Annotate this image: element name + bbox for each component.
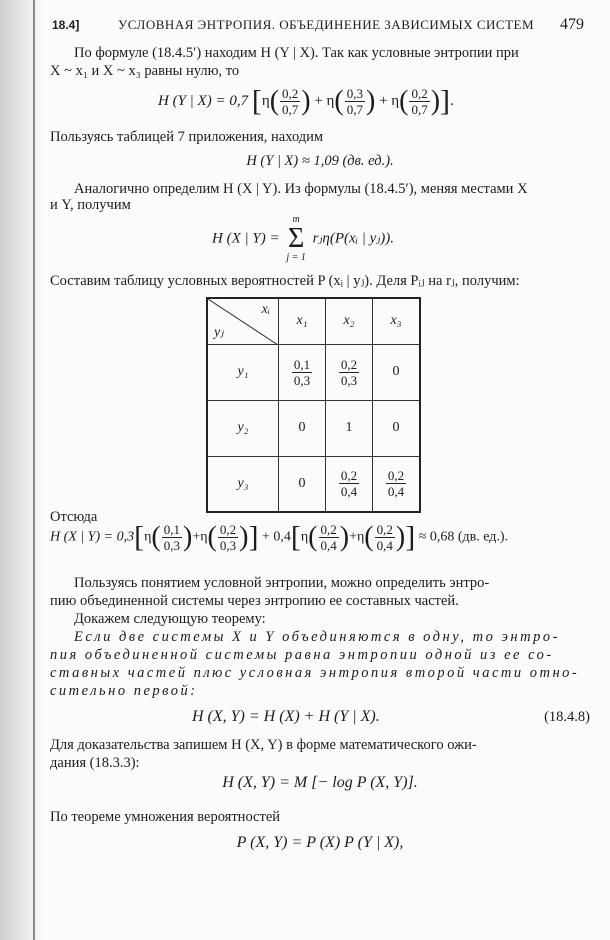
column-header: x₂: [326, 298, 373, 344]
theorem-line3: ставных частей плюс условная энтропия второй части отно-: [50, 665, 580, 681]
eq1-frac-2: $\frac{0,3}{0,7}$: [346, 86, 363, 117]
eq1-frac-3: $\frac{0,2}{0,7}$: [411, 86, 428, 117]
row-header: y₂: [207, 400, 279, 456]
equation-5: H (X, Y) = H (X) + H (Y | X).: [192, 708, 380, 725]
column-header: x₃: [373, 298, 421, 344]
para5-line2: пию объединенной системы через энтропию ее составных частей.: [50, 593, 459, 609]
table-row: [207, 456, 420, 512]
table-row: [207, 400, 420, 456]
theorem-line2: пия объединенной системы равна энтропии одной из ее со-: [50, 647, 554, 663]
eq4-lhs: H (X | Y) = 0,3: [50, 529, 135, 545]
equation-1: H (Y | X) = 0,7 [η( $\frac{0,2}{0,7}$ ) + η( $\frac{0,3}{0,7}$ ) + η( $\frac{0,2}{0,7}$ )].: [158, 84, 454, 118]
eq4-mid: + 0,4: [261, 529, 291, 545]
table-cell: $\frac{0,1}{0,3}$: [279, 344, 326, 400]
table-cell: $\frac{0,2}{0,4}$: [373, 456, 421, 512]
table-cell: 0: [279, 400, 326, 456]
para3-line2: и Y, получим: [50, 197, 131, 213]
theorem-line4: сительно первой:: [50, 683, 198, 699]
eq3-lhs: H (X | Y) =: [212, 230, 280, 247]
equation-7: P (X, Y) = P (X) P (Y | X),: [236, 834, 404, 851]
conditional-probability-table: [206, 297, 421, 513]
eq4-rhs: ≈ 0,68 (дв. ед.).: [418, 529, 509, 545]
row-header: y₁: [207, 344, 279, 400]
equation-2: H (Y | X) ≈ 1,09 (дв. ед.).: [246, 153, 394, 169]
para6: Докажем следующую теорему:: [74, 611, 266, 627]
eq1-lhs: H (Y | X) = 0,7: [158, 92, 249, 109]
para1-line1: По формуле (18.4.5′) находим H (Y | X). Так как условные энтропии при: [74, 45, 519, 61]
running-title: УСЛОВНАЯ ЭНТРОПИЯ. ОБЪЕДИНЕНИЕ ЗАВИСИМЫХ СИСТЕМ: [118, 17, 535, 32]
para7-line1: Для доказательства запишем H (X, Y) в форме математического ожи-: [50, 737, 477, 753]
book-page: [50, 0, 590, 940]
eq1-bracket-close: ]: [440, 84, 451, 118]
equation-3: [212, 214, 394, 264]
equation-4: H (X | Y) = 0,3[η( $\frac{0,1}{0,3}$ )+η( $\frac{0,2}{0,3}$ )] + 0,4[η( $\frac{0,2}{0,4}$ )+η( $\frac{0,2}{0,4}$ )] ≈ 0,68 (дв. ед.).: [50, 520, 509, 554]
page-number: 479: [560, 16, 584, 33]
equation-6: H (X, Y) = M [− log P (X, Y)].: [222, 774, 418, 791]
corner-label-x: xᵢ: [261, 302, 270, 317]
para7-line2: дания (18.3.3):: [50, 755, 140, 771]
table-cell: 0: [279, 456, 326, 512]
table-cell: 1: [326, 400, 373, 456]
otsyuda-label: Отсюда: [50, 509, 98, 525]
summation-sign: m Σ j = 1: [286, 214, 306, 263]
table-cell: 0: [373, 344, 421, 400]
table-corner-cell: [207, 298, 279, 344]
equation-5-number: (18.4.8): [544, 709, 590, 725]
table-cell: $\frac{0,2}{0,3}$: [326, 344, 373, 400]
para8: По теореме умножения вероятностей: [50, 809, 281, 825]
para4: Составим таблицу условных вероятностей P (xᵢ | yⱼ). Деля Pᵢⱼ на rⱼ, получим:: [50, 273, 520, 289]
eq1-frac-1: $\frac{0,2}{0,7}$: [282, 86, 299, 117]
table-row: [207, 344, 420, 400]
row-header: y₃: [207, 456, 279, 512]
eq1-bracket-open: [: [251, 84, 262, 118]
column-header: x₁: [279, 298, 326, 344]
para2: Пользуясь таблицей 7 приложения, находим: [50, 129, 324, 145]
book-spine-shadow: [0, 0, 44, 940]
book-binding-edge: [33, 0, 35, 940]
table-cell: $\frac{0,2}{0,4}$: [326, 456, 373, 512]
para3-line1: Аналогично определим H (X | Y). Из формулы (18.4.5′), меняя местами X: [74, 181, 528, 197]
para1-line2: X ~ x₁ и X ~ x₃ равны нулю, то: [50, 63, 240, 79]
eq3-rhs: rⱼη(P(xᵢ | yⱼ)).: [312, 230, 395, 247]
para5-line1: Пользуясь понятием условной энтропии, можно определить энтро-: [74, 575, 490, 591]
table-cell: 0: [373, 400, 421, 456]
section-number: 18.4]: [52, 18, 80, 32]
theorem-line1: Если две системы X и Y объединяются в одну, то энтро-: [74, 629, 560, 645]
corner-label-y: yⱼ: [214, 324, 224, 340]
